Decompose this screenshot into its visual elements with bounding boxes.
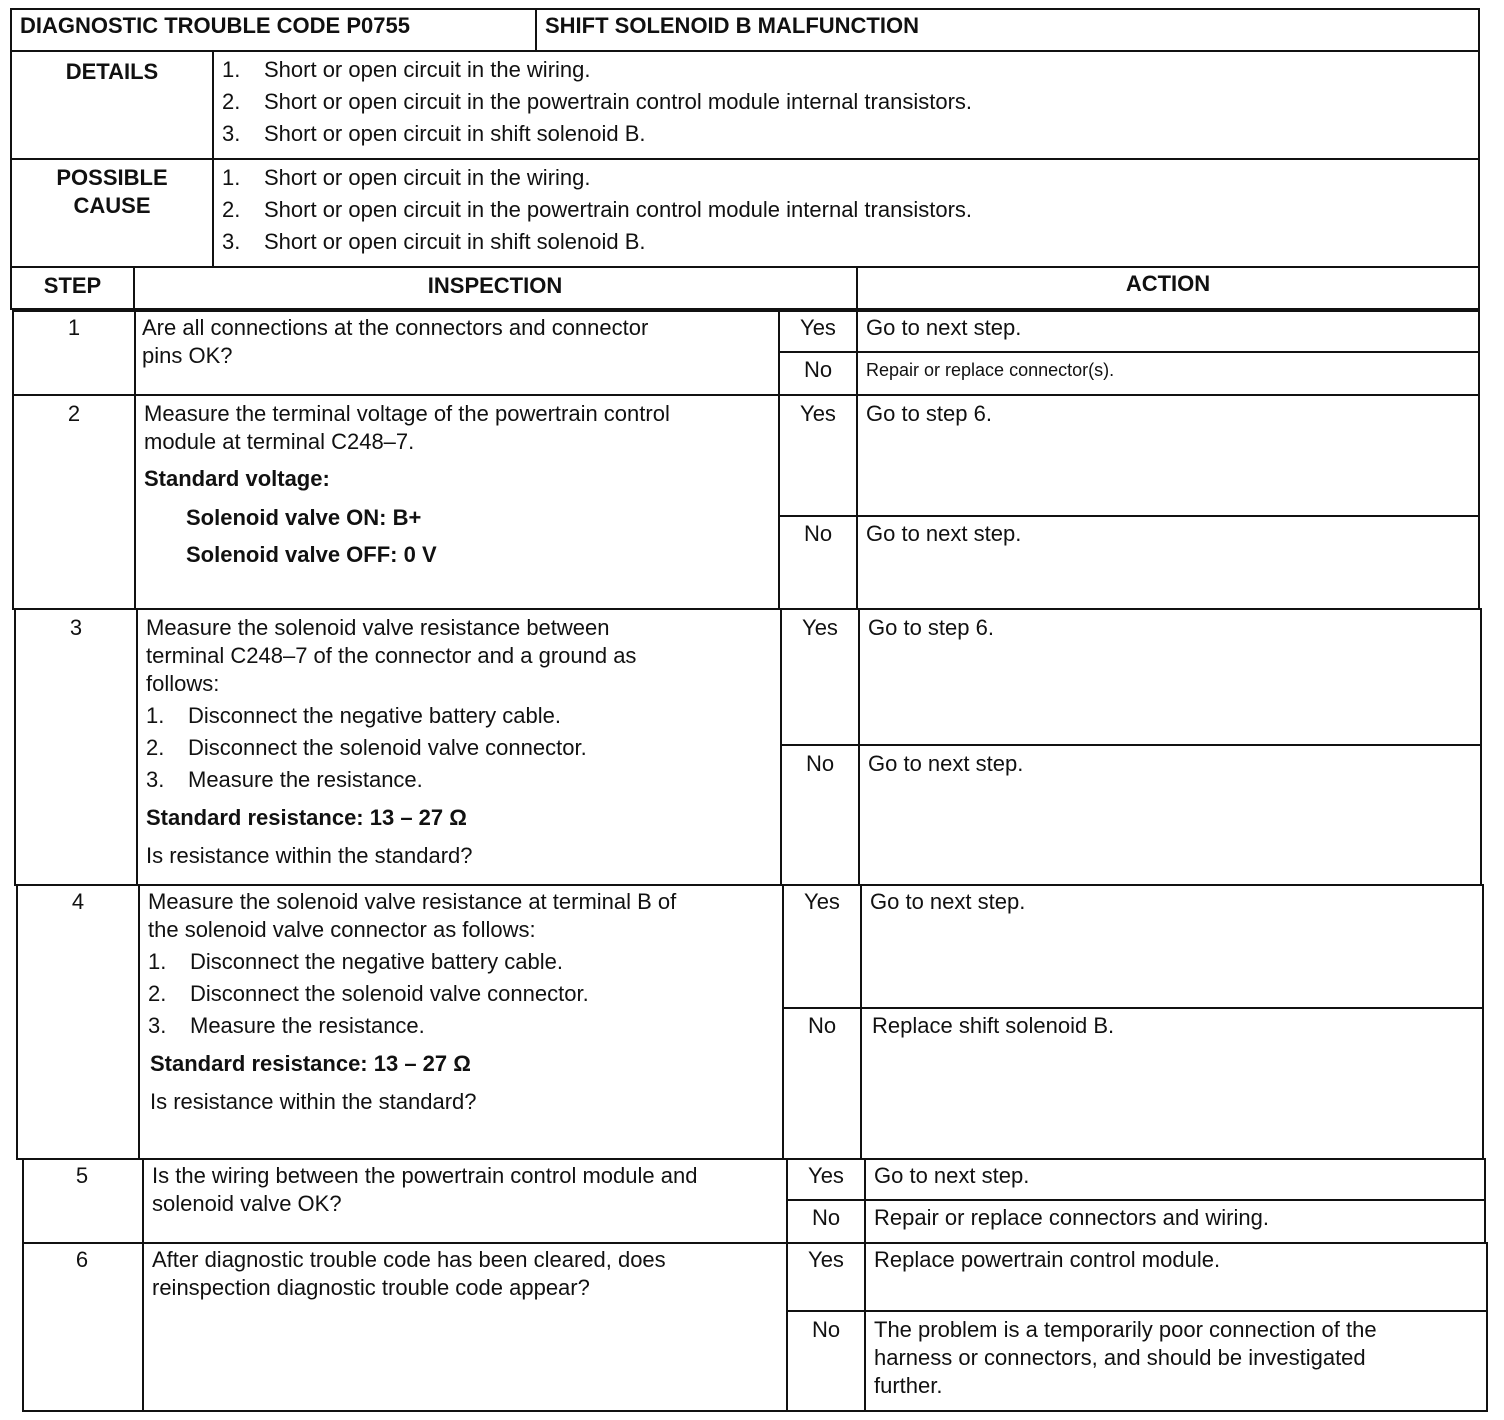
substep-item: 3. Measure the resistance. <box>146 767 423 792</box>
cause-label-line2: CAUSE <box>73 193 151 218</box>
yes-label: Yes <box>800 315 836 340</box>
no-label: No <box>811 1205 841 1230</box>
no-label: No <box>811 1317 841 1342</box>
row-divider <box>864 1242 866 1412</box>
row-divider <box>856 310 858 396</box>
cause-divider <box>212 158 214 268</box>
details-item: 3. Short or open circuit in shift solenoid B. <box>222 121 646 146</box>
row-divider <box>786 1199 1486 1201</box>
row-divider <box>786 1310 1488 1312</box>
row-divider <box>860 884 862 1160</box>
step-number: 5 <box>75 1163 89 1188</box>
yes-label: Yes <box>802 615 838 640</box>
row-divider <box>134 310 136 396</box>
substep-item: 2. Disconnect the solenoid valve connector. <box>148 981 589 1006</box>
row-divider <box>780 608 782 886</box>
yes-action: Replace powertrain control module. <box>874 1247 1221 1272</box>
col-header-inspection: INSPECTION <box>427 273 563 298</box>
inspection-text: Are all connections at the connectors and connector <box>142 315 649 340</box>
yes-label: Yes <box>808 1163 844 1188</box>
no-action: Repair or replace connectors and wiring. <box>874 1205 1269 1230</box>
inspection-text: reinspection diagnostic trouble code appear? <box>152 1275 590 1300</box>
cause-item: 1. Short or open circuit in the wiring. <box>222 165 591 190</box>
standard-value: Solenoid valve OFF: 0 V <box>186 542 437 567</box>
inspection-text: module at terminal C248–7. <box>144 429 415 454</box>
dtc-title: SHIFT SOLENOID B MALFUNCTION <box>545 13 919 38</box>
substeps-list <box>148 946 589 1042</box>
inspection-text: follows: <box>146 671 220 696</box>
row-divider <box>142 1158 144 1244</box>
no-label: No <box>803 521 833 546</box>
details-item: 2. Short or open circuit in the powertrain control module internal transistors. <box>222 89 973 114</box>
details-list <box>222 54 972 150</box>
row-divider <box>858 608 860 886</box>
substep-item: 1. Disconnect the negative battery cable. <box>146 703 562 728</box>
inspection-text: solenoid valve OK? <box>152 1191 342 1216</box>
row-divider <box>138 884 140 1160</box>
inspection-question: Is resistance within the standard? <box>150 1089 477 1114</box>
details-divider <box>212 50 214 160</box>
cause-item: 3. Short or open circuit in shift solenoid B. <box>222 229 646 254</box>
standard-heading: Standard resistance: 13 – 27 Ω <box>150 1051 471 1076</box>
dtc-code: DIAGNOSTIC TROUBLE CODE P0755 <box>20 13 410 38</box>
yes-action: Go to next step. <box>866 315 1022 340</box>
row-divider <box>142 1242 144 1412</box>
row-divider <box>778 515 1480 517</box>
cause-list <box>222 162 972 258</box>
inspection-text: Is the wiring between the powertrain control module and <box>152 1163 698 1188</box>
no-label: No <box>803 357 833 382</box>
yes-action: Go to step 6. <box>866 401 992 426</box>
substep-item: 2. Disconnect the solenoid valve connector. <box>146 735 587 760</box>
yes-action: Go to next step. <box>874 1163 1030 1188</box>
row-divider <box>856 394 858 610</box>
step-number: 2 <box>67 401 81 426</box>
step-number: 3 <box>69 615 83 640</box>
details-item: 1. Short or open circuit in the wiring. <box>222 57 591 82</box>
inspection-text: Measure the terminal voltage of the powertrain control <box>144 401 670 426</box>
no-action: Replace shift solenoid B. <box>872 1013 1115 1038</box>
no-action: Go to next step. <box>868 751 1024 776</box>
no-action: Go to next step. <box>866 521 1022 546</box>
row-divider <box>134 394 136 610</box>
inspection-text: Measure the solenoid valve resistance at terminal B of <box>148 889 677 914</box>
standard-heading: Standard resistance: 13 – 27 Ω <box>146 805 467 830</box>
substep-item: 1. Disconnect the negative battery cable. <box>148 949 564 974</box>
header-divider <box>535 8 537 52</box>
no-action: further. <box>874 1373 943 1398</box>
step-number: 1 <box>67 315 81 340</box>
step-number: 6 <box>75 1247 89 1272</box>
substep-item: 3. Measure the resistance. <box>148 1013 425 1038</box>
cause-item: 2. Short or open circuit in the powertrain control module internal transistors. <box>222 197 973 222</box>
no-action: The problem is a temporarily poor connection of the <box>874 1317 1377 1342</box>
yes-label: Yes <box>808 1247 844 1272</box>
step-number: 4 <box>71 889 85 914</box>
row-divider <box>780 744 1482 746</box>
no-action: harness or connectors, and should be investigated <box>874 1345 1366 1370</box>
row-divider <box>864 1158 866 1244</box>
substeps-list <box>146 700 587 796</box>
yes-action: Go to step 6. <box>868 615 994 640</box>
row-divider <box>778 351 1480 353</box>
standard-heading: Standard voltage: <box>144 466 330 491</box>
yes-label: Yes <box>804 889 840 914</box>
no-label: No <box>805 751 835 776</box>
col-header-action: ACTION <box>1125 271 1211 296</box>
inspection-question: Is resistance within the standard? <box>146 843 473 868</box>
cause-label-line1: POSSIBLE <box>56 165 168 190</box>
inspection-text: the solenoid valve connector as follows: <box>148 917 536 942</box>
details-label: DETAILS <box>65 59 159 84</box>
standard-value: Solenoid valve ON: B+ <box>186 505 422 530</box>
inspection-text: terminal C248–7 of the connector and a ground as <box>146 643 637 668</box>
no-label: No <box>807 1013 837 1038</box>
inspection-text: pins OK? <box>142 343 233 368</box>
yes-label: Yes <box>800 401 836 426</box>
col-header-step: STEP <box>43 273 102 298</box>
row-divider <box>136 608 138 886</box>
inspection-text: After diagnostic trouble code has been cleared, does <box>152 1247 666 1272</box>
yes-action: Go to next step. <box>870 889 1026 914</box>
row-divider <box>782 1007 1484 1009</box>
no-action: Repair or replace connector(s). <box>866 360 1115 380</box>
inspection-text: Measure the solenoid valve resistance between <box>146 615 610 640</box>
